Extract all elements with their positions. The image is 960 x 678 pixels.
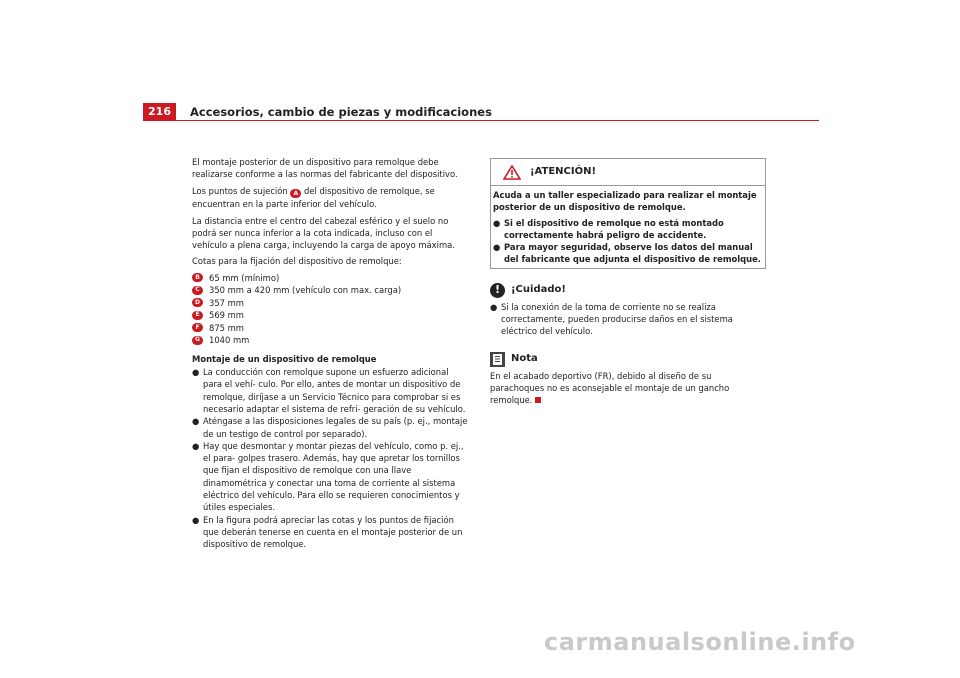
caution-title: ¡Cuidado! xyxy=(511,284,566,296)
list-item xyxy=(493,217,761,242)
bullet-dot-icon: ● xyxy=(490,301,498,312)
dimension-row xyxy=(192,322,468,335)
dimension-value: 65 mm (mínimo) xyxy=(209,272,280,283)
bullet-dot-icon: ● xyxy=(192,416,200,427)
dimension-row xyxy=(192,272,468,285)
list-item-text: Hay que desmontar y montar piezas del vehículo, como p. ej., el para- golpes trasero. Además, hay que apretar los tornillos que fijan el dispositivo de remolque con una llave dinamométrica y conectar una toma de corriente al sistema eléctrico del vehículo. Para ello se requieren conocimientos y útiles especiales. xyxy=(203,440,464,513)
header-divider xyxy=(143,120,819,121)
marker-d-icon: D xyxy=(192,298,203,307)
bullet-dot-icon: ● xyxy=(493,217,501,228)
bullet-dot-icon: ● xyxy=(493,242,501,253)
dimension-list xyxy=(192,272,468,347)
watermark: carmanualsonline.info xyxy=(544,628,856,656)
bullet-dot-icon: ● xyxy=(192,514,200,525)
dimension-value: 350 mm a 420 mm (vehículo con max. carga) xyxy=(209,285,402,296)
dimension-row xyxy=(192,309,468,322)
intro-paragraph: El montaje posterior de un dispositivo para remolque debe realizarse conforme a las normas del fabricante del dispositivo. xyxy=(192,157,458,180)
marker-a-icon: A xyxy=(290,189,301,198)
mounting-text-start: Los puntos de sujeción xyxy=(192,185,291,196)
section-end-icon xyxy=(535,397,541,403)
bullet-dot-icon: ● xyxy=(192,367,200,378)
marker-b-icon: B xyxy=(192,273,203,282)
list-item xyxy=(490,301,766,338)
dimension-value: 569 mm xyxy=(209,310,244,321)
dimension-row xyxy=(192,297,468,310)
left-column xyxy=(192,156,468,550)
note-section xyxy=(490,352,766,407)
warning-header xyxy=(491,159,765,186)
dimension-value: 1040 mm xyxy=(209,335,250,346)
list-item xyxy=(192,415,468,440)
distance-paragraph: La distancia entre el centro del cabezal esférico y el suelo no podrá ser nunca inferior a la cota indicada, incluso con el vehículo a plena carga, incluyendo la carga de apoyo máxima. xyxy=(192,215,455,251)
dimension-row xyxy=(192,284,468,297)
mounting-text-end: del dispositivo de remolque, se encuentran en la parte inferior del vehículo. xyxy=(192,185,435,210)
mounting-points-paragraph xyxy=(192,185,468,211)
note-info-icon xyxy=(490,352,505,367)
marker-e-icon: E xyxy=(192,311,203,320)
dimensions-intro: Cotas para la fijación del dispositivo de remolque: xyxy=(192,256,402,267)
note-title: Nota xyxy=(511,353,538,365)
section-subheading: Montaje de un dispositivo de remolque xyxy=(192,353,377,364)
warning-triangle-icon xyxy=(503,165,521,180)
warning-box xyxy=(490,158,766,269)
dimension-value: 357 mm xyxy=(209,297,244,308)
page-number: 216 xyxy=(143,103,176,120)
caution-header xyxy=(490,283,766,298)
list-item xyxy=(192,366,468,415)
marker-c-icon: C xyxy=(192,286,203,295)
right-column xyxy=(490,158,766,421)
list-item xyxy=(192,440,468,514)
note-text: En el acabado deportivo (FR), debido al diseño de su parachoques no es aconsejable el montaje de un gancho remolque. xyxy=(490,370,730,406)
page-header-title: Accesorios, cambio de piezas y modificaciones xyxy=(190,105,492,119)
marker-f-icon: F xyxy=(192,323,203,332)
caution-section xyxy=(490,283,766,338)
list-item-text: Para mayor seguridad, observe los datos del manual del fabricante que adjunta el dispositivo de remolque. xyxy=(504,242,761,265)
note-text-block xyxy=(490,370,766,407)
caution-exclamation-icon: ! xyxy=(490,283,505,298)
list-item-text: Si la conexión de la toma de corriente no se realiza correctamente, pueden producirse daños en el sistema eléctrico del vehículo. xyxy=(501,301,733,337)
warning-intro: Acuda a un taller especializado para realizar el montaje posterior de un dispositivo de remolque. xyxy=(493,190,757,213)
list-item xyxy=(192,514,468,551)
list-item xyxy=(493,241,761,266)
list-item-text: Si el dispositivo de remolque no está montado correctamente habrá peligro de accidente. xyxy=(504,217,724,240)
marker-g-icon: G xyxy=(192,336,203,345)
list-item-text: En la figura podrá apreciar las cotas y los puntos de fijación que deberán tenerse en cuenta en el montaje posterior de un dispositivo de remolque. xyxy=(203,514,463,550)
list-item-text: La conducción con remolque supone un esfuerzo adicional para el vehí- culo. Por ello, antes de montar un dispositivo de remolque, diríjase a un Servicio Técnico para comprobar si es necesario adaptar el sistema de refri- geración de su vehículo. xyxy=(203,367,466,414)
dimension-value: 875 mm xyxy=(209,322,244,333)
note-header xyxy=(490,352,766,367)
dimension-row xyxy=(192,334,468,347)
list-item-text: Aténgase a las disposiciones legales de su país (p. ej., montaje de un testigo de control por separado). xyxy=(203,416,468,439)
warning-title: ¡ATENCIÓN! xyxy=(530,165,597,177)
warning-body xyxy=(491,186,765,268)
bullet-dot-icon: ● xyxy=(192,440,200,451)
